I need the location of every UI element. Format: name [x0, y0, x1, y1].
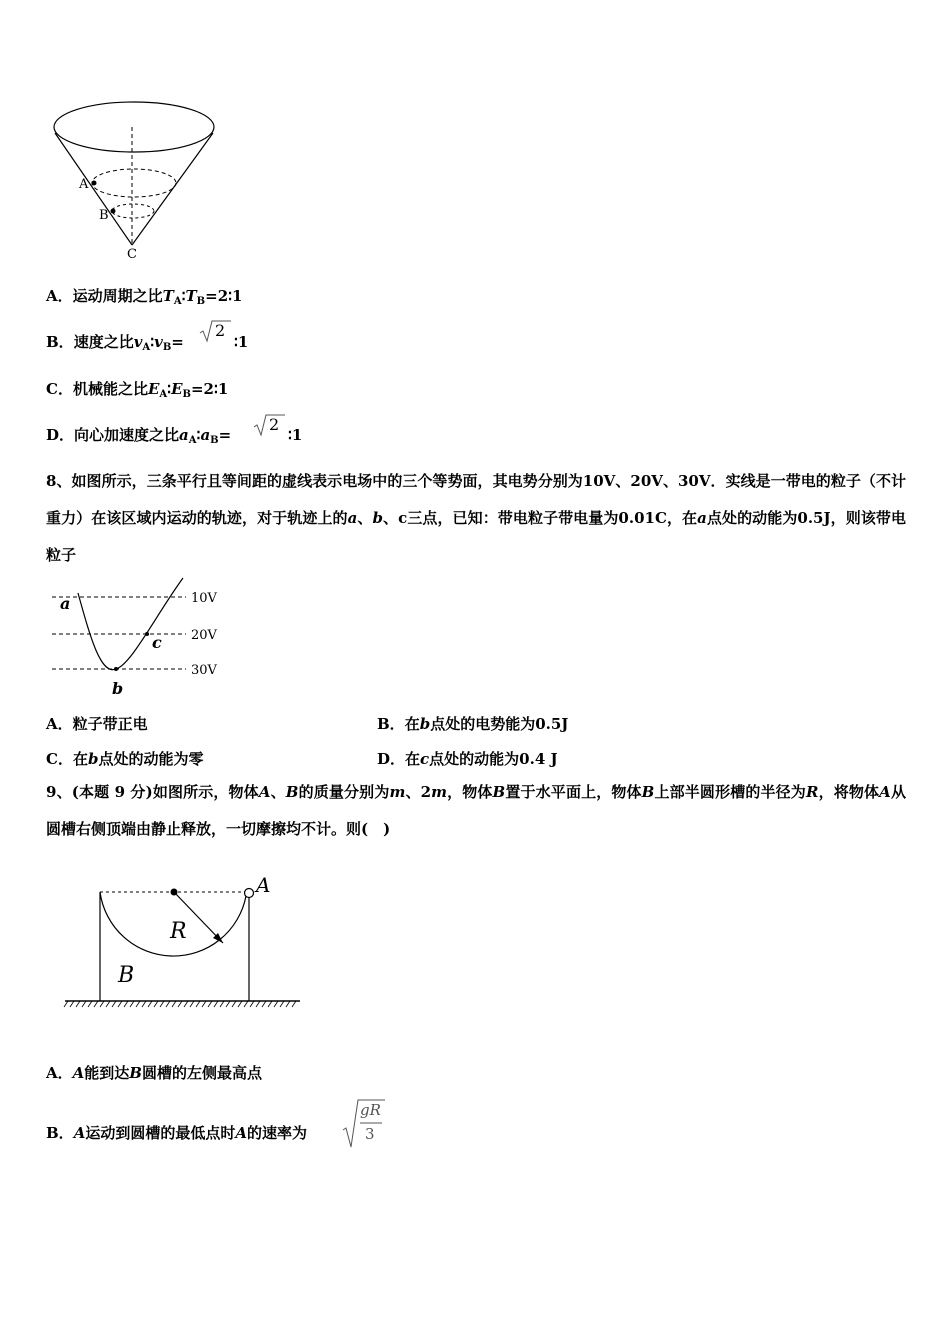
var-b: b — [87, 750, 99, 768]
q9-option-b — [46, 1123, 307, 1143]
var-b: B — [641, 783, 655, 801]
sqrt2-b — [198, 318, 232, 344]
var-a: a — [347, 509, 358, 527]
var-b: b — [419, 715, 431, 733]
option-letter: B． — [46, 333, 74, 351]
particle-trajectory — [78, 578, 183, 670]
option-text: 粒子带正电 — [72, 715, 148, 733]
label-a: A — [256, 873, 271, 897]
numerator: gR — [360, 1101, 381, 1119]
q9-text: ，将物体 — [818, 783, 880, 801]
var-m: m — [431, 783, 447, 801]
q8-text-3: 点处的动能为0.5J，则该带电粒子 — [46, 509, 906, 564]
sqrt-gr-over-3 — [342, 1097, 386, 1149]
var-b: B — [492, 783, 506, 801]
equipotential-figure — [46, 575, 236, 700]
q7-option-d-tail — [288, 425, 302, 445]
q8-text-2: 、c三点，已知：带电粒子带电量为0.01C，在 — [382, 509, 698, 527]
var-e: E — [171, 380, 183, 398]
option-text: 运动周期之比 — [72, 287, 163, 305]
sub-b: B — [182, 389, 191, 400]
q7-option-c — [46, 379, 228, 405]
label-a: a — [60, 594, 71, 613]
ratio: =2∶1 — [205, 287, 243, 305]
option-letter: A． — [46, 287, 73, 305]
ratio: =2∶1 — [190, 380, 229, 398]
sub-b: B — [162, 342, 172, 353]
equals: = — [171, 333, 184, 351]
option-letter: C． — [46, 750, 73, 768]
circle-b-path — [112, 204, 154, 218]
sep: ∶ — [167, 380, 172, 398]
q9-text: 、 — [270, 783, 286, 801]
label-c: C — [127, 247, 137, 262]
option-text: 运动到圆槽的最低点时 — [85, 1124, 236, 1142]
var-b: B — [129, 1064, 142, 1082]
sep: 、 — [357, 509, 373, 527]
q8-option-d — [377, 749, 558, 769]
ratio-tail: ∶1 — [288, 426, 303, 444]
var-a: A — [879, 783, 891, 801]
sub-b: B — [196, 296, 206, 307]
var-b: B — [285, 783, 299, 801]
option-text: 向心加速度之比 — [74, 426, 180, 444]
var-r: R — [805, 783, 819, 801]
sep: ∶ — [196, 426, 201, 444]
q7-option-a — [46, 286, 242, 312]
q8-stem — [46, 463, 906, 574]
var-e: E — [147, 380, 160, 398]
var-m: m — [389, 783, 406, 801]
q9-text: 上部半圆形槽的半径为 — [654, 783, 806, 801]
label-b: b — [112, 679, 124, 698]
q8-option-b — [377, 714, 568, 734]
var-v: v — [154, 333, 163, 351]
q7-option-d — [46, 425, 231, 451]
point-b-marker — [114, 667, 118, 671]
q9-text: 9、(本题 9 分)如图所示，物体 — [46, 783, 259, 801]
center-dot — [171, 889, 178, 896]
var-t: T — [185, 287, 197, 305]
q8-text-1: 8、如图所示，三条平行且等间距的虚线表示电场中的三个等势面，其电势分别为10V、20V、30V．实线是一带电的粒子（不计重力）在该区域内运动的轨迹，对于轨迹上的 — [46, 472, 906, 527]
var-t: T — [162, 287, 174, 305]
cone-left-edge — [55, 133, 132, 245]
q9-text: 的质量分别为 — [298, 783, 390, 801]
q7-option-b-tail — [234, 332, 248, 352]
q9-stem — [46, 774, 906, 848]
option-text: 在 — [72, 750, 88, 768]
option-text: 点处的动能为0.4 J — [429, 750, 558, 768]
denominator: 3 — [365, 1125, 375, 1143]
sub-a: A — [173, 296, 182, 307]
option-text: 点处的动能为零 — [98, 750, 204, 768]
var-a: A — [258, 783, 271, 801]
sub-b: B — [210, 435, 219, 446]
sep: ∶ — [181, 287, 186, 305]
var-b: b — [372, 509, 383, 527]
var-a: A — [73, 1124, 86, 1142]
q9-option-a — [46, 1063, 262, 1083]
label-r: R — [170, 919, 187, 944]
option-text: 机械能之比 — [72, 380, 148, 398]
cone-figure — [48, 95, 220, 265]
sub-a: A — [159, 389, 168, 400]
label-30v: 30V — [191, 663, 217, 678]
semicircle-groove-figure — [60, 868, 305, 1013]
option-text: 点处的电势能为0.5J — [430, 715, 569, 733]
label-b: B — [99, 208, 109, 223]
var-a: a — [697, 509, 707, 527]
option-text: 圆槽的左侧最高点 — [141, 1064, 262, 1082]
var-v: v — [133, 333, 143, 351]
var-a: a — [200, 426, 211, 444]
option-letter: D． — [46, 426, 75, 444]
label-a: A — [79, 177, 89, 192]
label-b: B — [118, 963, 135, 988]
cone-top-rim — [54, 102, 214, 152]
option-text: 在 — [404, 715, 420, 733]
label-c: c — [152, 633, 162, 652]
q8-option-c — [46, 749, 203, 769]
q9-text: 从圆槽右侧顶端由静止释放，一切摩擦均不计。则( ) — [46, 783, 906, 838]
q8-option-a — [46, 714, 148, 734]
ratio-tail: ∶1 — [234, 333, 249, 351]
sqrt2-d — [252, 412, 286, 438]
var-a: A — [235, 1124, 247, 1142]
radicand: 2 — [269, 415, 280, 434]
q9-text: 置于水平面上，物体 — [505, 783, 642, 801]
option-letter: A． — [46, 1064, 73, 1082]
object-a — [245, 889, 254, 898]
option-text: 能到达 — [84, 1064, 130, 1082]
q9-text: ，物体 — [446, 783, 493, 801]
circle-a-path — [92, 169, 176, 197]
var-a: A — [72, 1064, 85, 1082]
option-letter: C． — [46, 380, 73, 398]
ground-hatching — [64, 1001, 296, 1007]
sub-a: A — [188, 435, 197, 446]
option-letter: B． — [377, 715, 405, 733]
var-c: c — [420, 750, 430, 768]
option-text: 在 — [405, 750, 421, 768]
point-b-marker — [111, 209, 116, 214]
option-letter: D． — [377, 750, 406, 768]
point-c-marker — [145, 632, 149, 636]
radicand: 2 — [215, 321, 226, 340]
label-20v: 20V — [191, 628, 217, 643]
point-a-marker — [92, 181, 97, 186]
q7-option-b — [46, 332, 184, 358]
option-text: 的速率为 — [246, 1124, 307, 1142]
equals: = — [218, 426, 232, 444]
option-text: 速度之比 — [73, 333, 134, 351]
option-letter: B． — [46, 1124, 74, 1142]
sub-a: A — [142, 342, 151, 353]
sep: ∶ — [150, 333, 155, 351]
option-letter: A． — [46, 715, 73, 733]
var-a: a — [179, 426, 189, 444]
q9-text: 、2 — [405, 783, 432, 801]
label-10v: 10V — [191, 591, 217, 606]
